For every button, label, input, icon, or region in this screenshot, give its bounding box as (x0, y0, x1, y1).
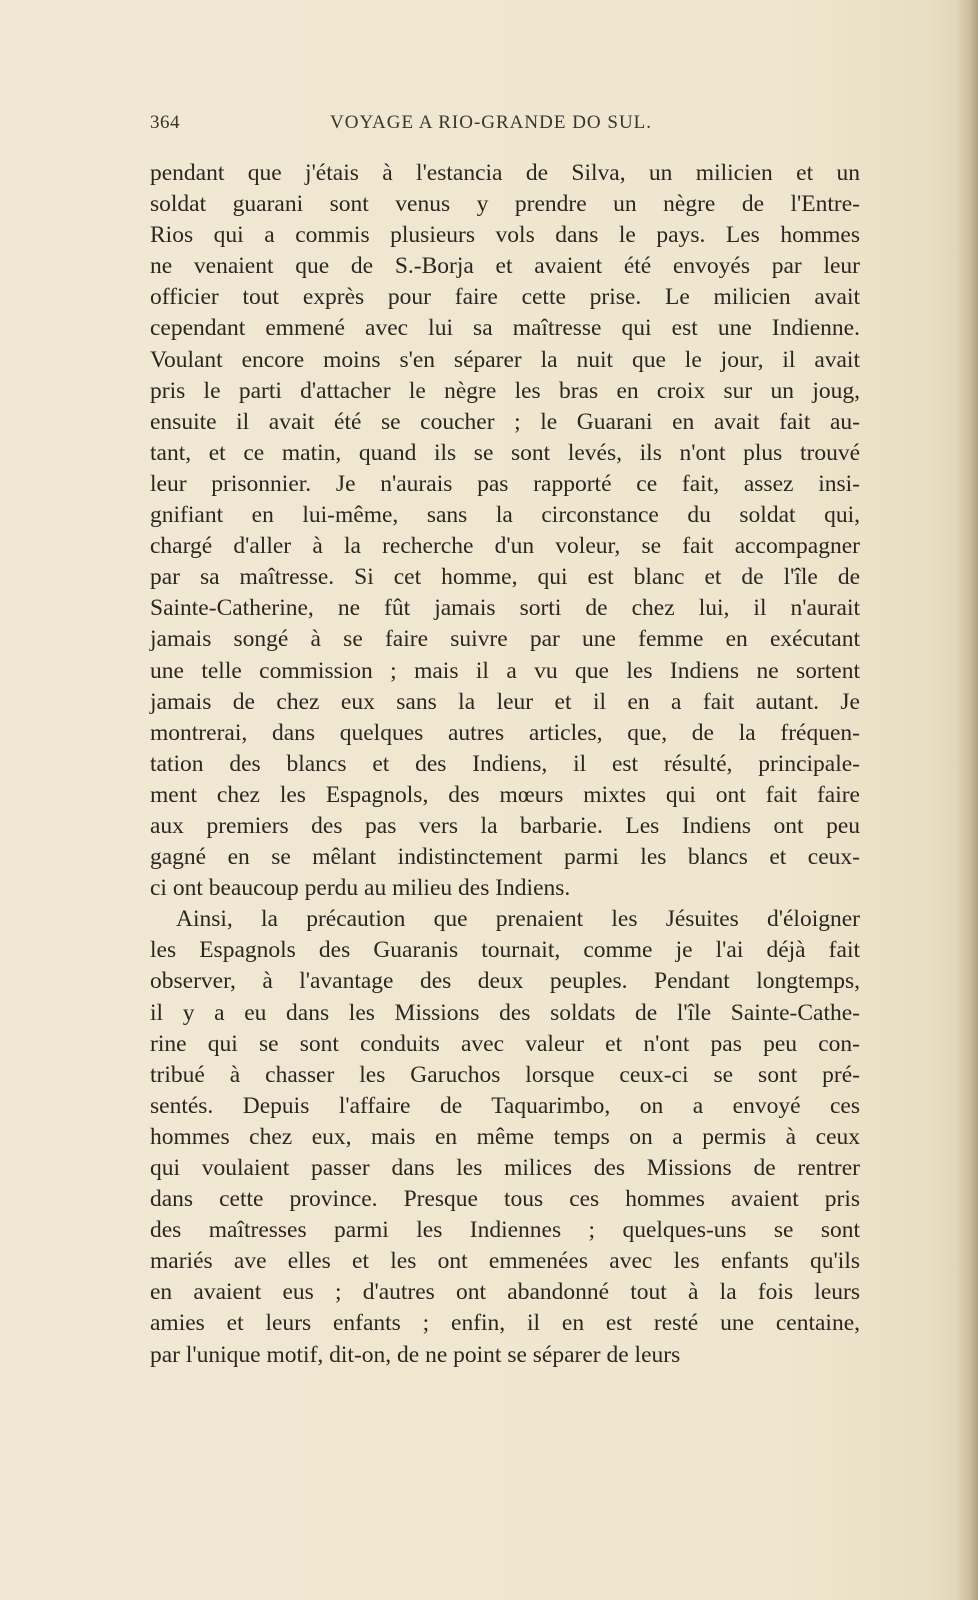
text-line: leur prisonnier. Je n'aurais pas rapporté ce fait, assez insi- (150, 470, 860, 497)
text-line: ment chez les Espagnols, des mœurs mixtes qui ont fait faire (150, 781, 860, 808)
text-line: amies et leurs enfants ; enfin, il en est resté une centaine, (150, 1310, 860, 1337)
text-line: pris le parti d'attacher le nègre les bras en croix sur un joug, (150, 377, 860, 404)
paragraph (150, 158, 860, 904)
text-line: soldat guarani sont venus y prendre un nègre de l'Entre- (150, 191, 860, 218)
text-line: aux premiers des pas vers la barbarie. Les Indiens ont peu (150, 812, 860, 839)
text-line: pendant que j'étais à l'estancia de Silva, un milicien et un (150, 160, 860, 186)
text-line: qui voulaient passer dans les milices des Missions de rentrer (150, 1155, 860, 1181)
text-line: montrerai, dans quelques autres articles, que, de la fréquen- (150, 719, 860, 746)
text-line: tation des blancs et des Indiens, il est résulté, principale- (150, 750, 860, 777)
text-line: jamais songé à se faire suivre par une femme en exécutant (150, 626, 860, 653)
text-line: cependant emmené avec lui sa maîtresse qui est une Indienne. (150, 315, 860, 342)
text-line: ne venaient que de S.-Borja et avaient été envoyés par leur (150, 253, 860, 280)
paragraph (150, 904, 860, 1370)
text-line: en avaient eus ; d'autres ont abandonné tout à la fois leurs (150, 1279, 860, 1306)
text-line: gagné en se mêlant indistinctement parmi les blancs et ceux- (150, 844, 860, 871)
text-line: sentés. Depuis l'affaire de Taquarimbo, on a envoyé ces (150, 1092, 860, 1119)
text-line: tant, et ce matin, quand ils se sont levés, ils n'ont plus trouvé (150, 439, 860, 466)
page-edge-shadow (956, 0, 978, 1600)
text-line: par sa maîtresse. Si cet homme, qui est blanc et de l'île de (150, 564, 860, 591)
text-line: mariés ave elles et les ont emmenées avec les enfants qu'ils (150, 1248, 860, 1275)
text-line: tribué à chasser les Garuchos lorsque ceux-ci se sont pré- (150, 1061, 860, 1088)
text-line: les Espagnols des Guaranis tournait, comme je l'ai déjà fait (150, 937, 860, 964)
text-line: par l'unique motif, dit-on, de ne point se séparer de leurs (150, 1341, 681, 1368)
body-text (150, 158, 860, 1371)
text-line: Sainte-Catherine, ne fût jamais sorti de chez lui, il n'aurait (150, 595, 860, 622)
text-line: gnifiant en lui-même, sans la circonstance du soldat qui, (150, 502, 860, 529)
text-line: ci ont beaucoup perdu au milieu des Indiens. (150, 875, 571, 902)
text-line: ensuite il avait été se coucher ; le Guarani en avait fait au- (150, 408, 860, 435)
text-line: Rios qui a commis plusieurs vols dans le pays. Les hommes (150, 222, 860, 249)
running-title: VOYAGE A RIO-GRANDE DO SUL. (330, 112, 653, 133)
page-number: 364 (150, 112, 180, 133)
text-line: Voulant encore moins s'en séparer la nuit que le jour, il avait (150, 346, 860, 373)
text-line: des maîtresses parmi les Indiennes ; quelques-uns se sont (150, 1217, 860, 1244)
text-line: il y a eu dans les Missions des soldats de l'île Sainte-Cathe- (150, 999, 860, 1026)
text-line: Ainsi, la précaution que prenaient les Jésuites d'éloigner (176, 906, 860, 933)
running-header (150, 112, 862, 142)
text-line: hommes chez eux, mais en même temps on a permis à ceux (150, 1123, 860, 1150)
text-line: une telle commission ; mais il a vu que les Indiens ne sortent (150, 657, 860, 684)
text-line: observer, à l'avantage des deux peuples. Pendant longtemps, (150, 968, 860, 995)
text-line: officier tout exprès pour faire cette prise. Le milicien avait (150, 284, 860, 311)
text-line: chargé d'aller à la recherche d'un voleur, se fait accompagner (150, 533, 860, 560)
text-line: dans cette province. Presque tous ces hommes avaient pris (150, 1186, 860, 1213)
text-line: jamais de chez eux sans la leur et il en a fait autant. Je (150, 688, 860, 715)
text-line: rine qui se sont conduits avec valeur et n'ont pas peu con- (150, 1030, 860, 1057)
